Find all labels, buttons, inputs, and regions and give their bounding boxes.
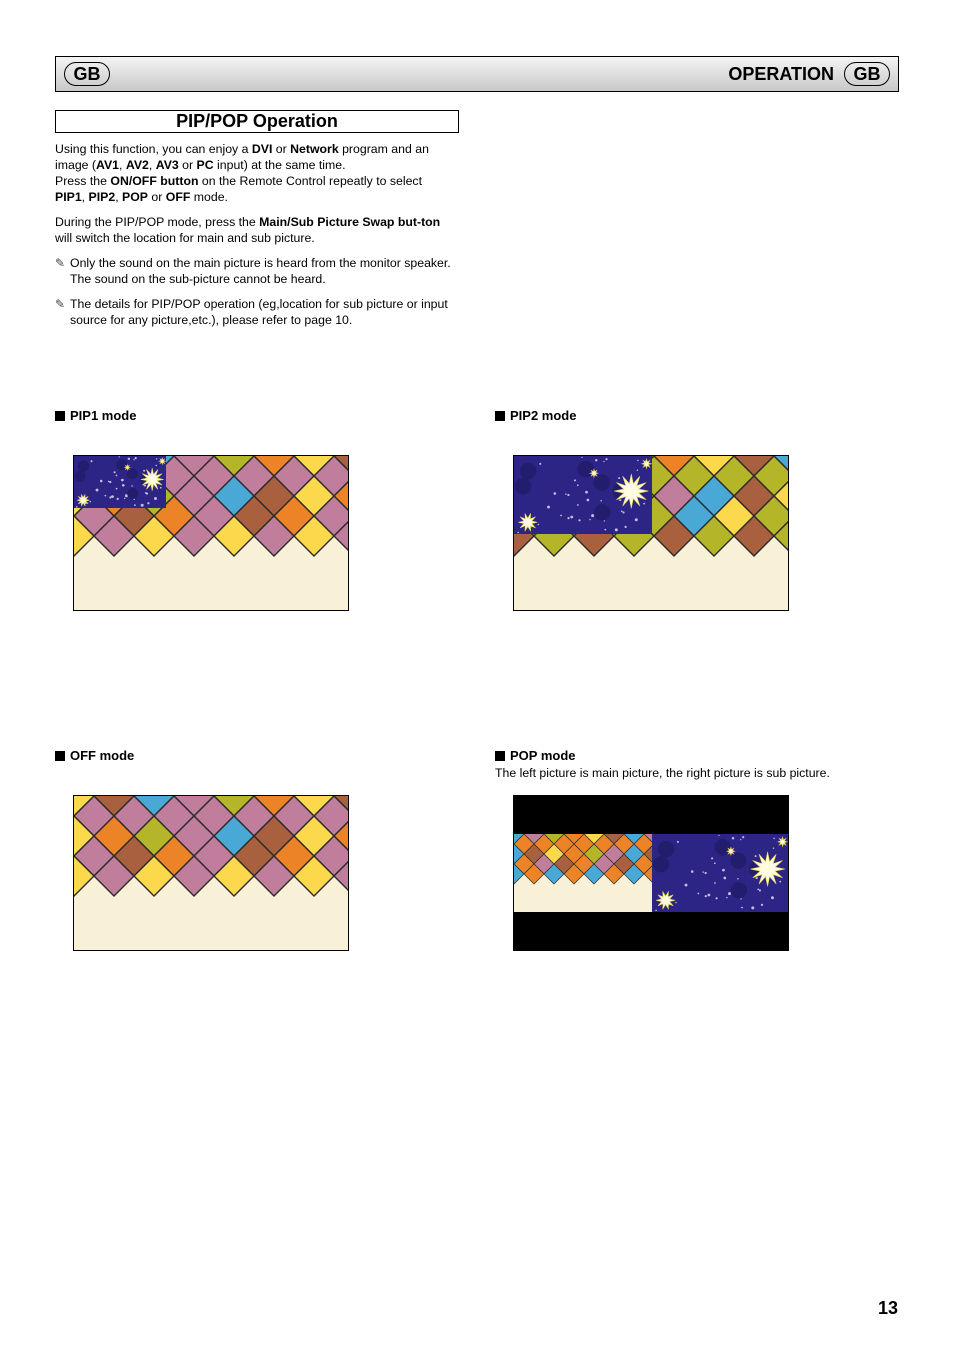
header-bar — [55, 56, 899, 92]
pip1-mode-label: PIP1 mode — [55, 408, 136, 424]
header-title: OPERATION — [728, 64, 834, 84]
pip1-screen-illustration — [73, 455, 349, 611]
pencil-icon: ✎ — [55, 297, 66, 311]
off-screen-illustration — [73, 795, 349, 951]
pip2-mode-label: PIP2 mode — [495, 408, 576, 424]
intro-paragraph-1: Using this function, you can enjoy a DVI or Network program and an image (AV1, AV2, AV3 or PC input) at the same time. Press the ON/OFF button on the Remote Control repeatly to select PIP1, PIP2, POP or OFF mode. — [55, 142, 429, 204]
note-sound-text: Only the sound on the main picture is heard from the monitor speaker. The sound on the sub-picture cannot be heard. — [70, 256, 451, 286]
pop-mode-description: The left picture is main picture, the right picture is sub picture. — [495, 766, 830, 780]
square-bullet-icon — [55, 751, 65, 761]
pencil-icon: ✎ — [55, 256, 66, 270]
pip2-screen-illustration — [513, 455, 789, 611]
section-title: PIP/POP Operation — [55, 110, 459, 133]
square-bullet-icon — [55, 411, 65, 421]
note-details — [55, 296, 455, 328]
square-bullet-icon — [495, 751, 505, 761]
off-mode-label: OFF mode — [55, 748, 134, 764]
language-badge-left: GB — [64, 62, 110, 86]
pop-screen-illustration — [513, 795, 789, 951]
note-sound — [55, 255, 455, 287]
note-details-text: The details for PIP/POP operation (eg,location for sub picture or input source for any picture,etc.), please refer to page 10. — [70, 297, 448, 327]
language-badge-right: GB — [844, 62, 890, 86]
intro-paragraph-2: During the PIP/POP mode, press the Main/Sub Picture Swap but-ton will switch the location for main and sub picture. — [55, 215, 441, 245]
pop-mode-label: POP mode — [495, 748, 576, 764]
page-number: 13 — [877, 1298, 898, 1318]
square-bullet-icon — [495, 411, 505, 421]
